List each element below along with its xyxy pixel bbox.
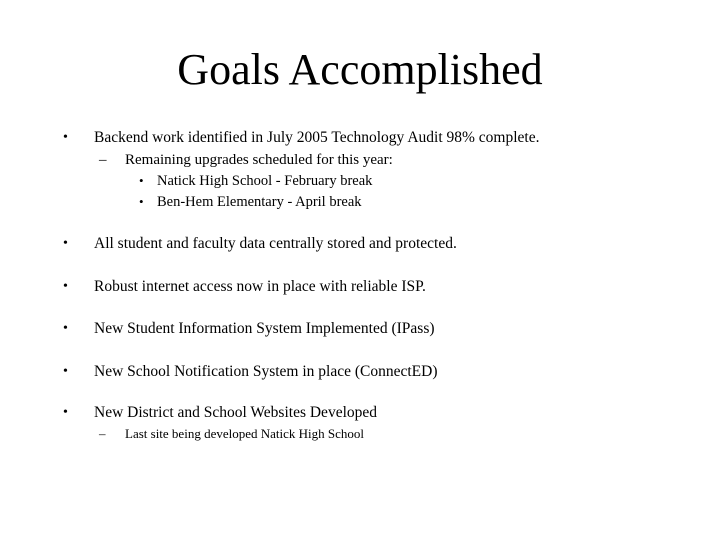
bullet-item: Backend work identified in July 2005 Technology Audit 98% complete. (94, 129, 540, 146)
sub-sub-bullet-item: Natick High School - February break (157, 173, 373, 189)
sub-bullet-item: Last site being developed Natick High School (125, 426, 365, 441)
dash-icon: – (99, 152, 107, 168)
bullet-item: All student and faculty data centrally stored and protected. (94, 235, 457, 252)
slide-title: Goals Accomplished (177, 45, 543, 94)
bullet-item: New School Notification System in place (ConnectED) (94, 363, 438, 380)
sub-sub-bullet-item: Ben-Hem Elementary - April break (157, 194, 362, 210)
bullet-item: New District and School Websites Developed (94, 404, 378, 421)
sub-bullet-item: Remaining upgrades scheduled for this year: (125, 152, 393, 168)
bullet-icon: • (63, 130, 68, 145)
bullet-icon: • (63, 236, 68, 251)
sub-bullet-icon: • (139, 173, 144, 188)
dash-icon: – (99, 426, 106, 441)
bullet-icon: • (63, 321, 68, 336)
bullet-icon: • (63, 279, 68, 294)
sub-bullet-icon: • (139, 194, 144, 209)
bullet-icon: • (63, 405, 68, 420)
bullet-icon: • (63, 364, 68, 379)
bullet-item: New Student Information System Implemented (IPass) (94, 320, 435, 337)
bullet-item: Robust internet access now in place with reliable ISP. (94, 278, 426, 295)
